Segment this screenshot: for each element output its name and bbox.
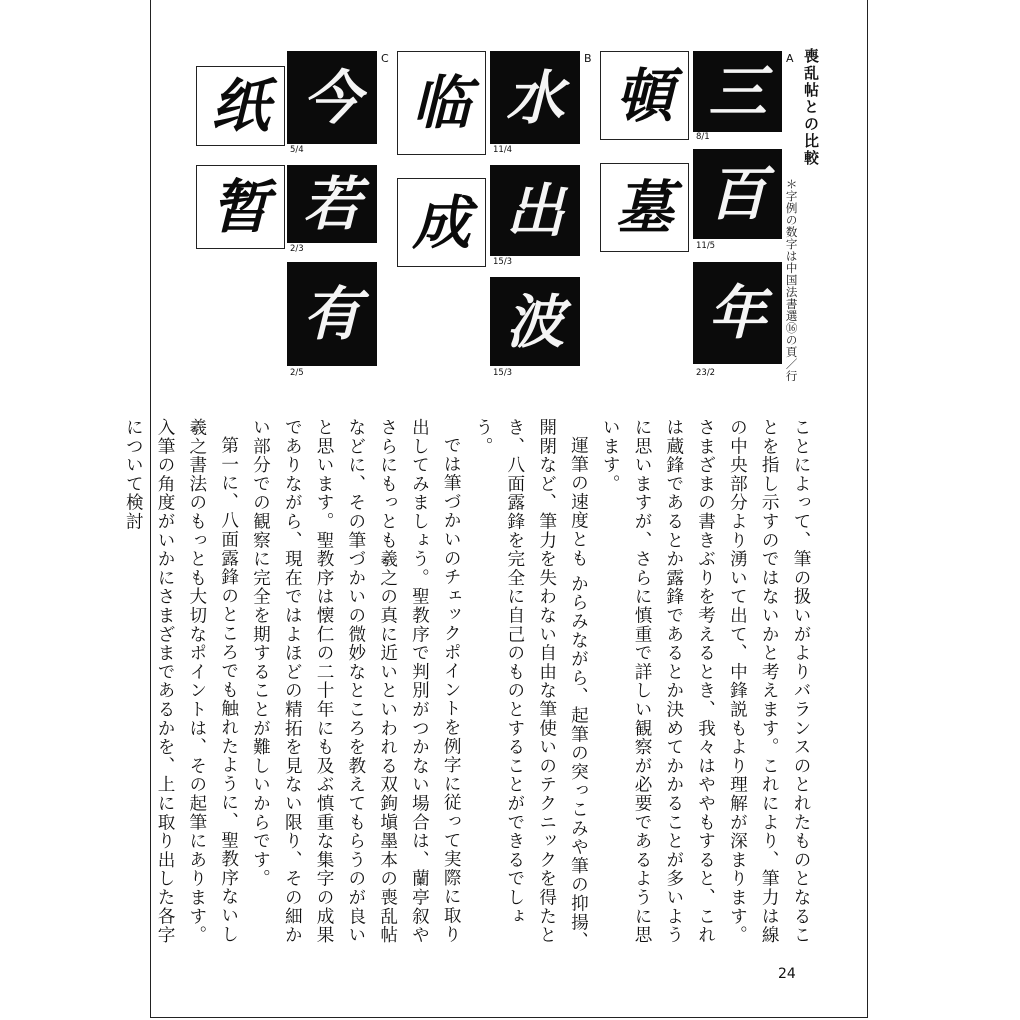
page-line-reference: 15/3 (493, 257, 513, 267)
section-title: 喪乱帖との比較 (802, 48, 820, 167)
page-line-reference: 23/2 (696, 368, 716, 378)
page-line-reference: 11/5 (696, 241, 716, 251)
calligraphy-tile (196, 165, 285, 249)
calligraphy-tile (490, 165, 580, 256)
calligraphy-tile (693, 149, 782, 239)
group-label-a: A (786, 52, 794, 65)
calligraphy-tile (196, 66, 285, 146)
page-line-reference: 2/5 (290, 368, 304, 378)
calligraphy-glyph: 出 (505, 176, 564, 245)
calligraphy-glyph: 三 (708, 57, 767, 126)
calligraphy-glyph: 纸 (211, 72, 270, 140)
calligraphy-glyph: 成 (412, 188, 471, 257)
calligraphy-tile (397, 51, 486, 155)
calligraphy-tile (397, 178, 486, 267)
calligraphy-glyph: 墓 (615, 173, 674, 242)
calligraphy-glyph: 若 (302, 170, 361, 238)
calligraphy-tile (600, 51, 689, 140)
calligraphy-tile (287, 262, 377, 366)
calligraphy-glyph: 波 (505, 287, 564, 356)
calligraphy-tile (693, 51, 782, 132)
paragraph: 第一に、八面露鋒のところでも触れたように、聖教序ないし羲之書法のもっとも大切なポイントは、その起筆にあります。入筆の角度がいかにさまざまであるかを、上に取り出した各字について検討 (123, 418, 239, 945)
calligraphy-glyph: 百 (708, 160, 767, 228)
group-label-c: C (381, 52, 389, 65)
page-line-reference: 2/3 (290, 244, 304, 254)
paragraph: 運筆の速度とも からみながら、起筆の突っこみや筆の抑揚、開閉など、筆力を失わない自由な筆使いのテクニックを得たとき、八面露鋒を完全に自己のものとすることができるでしょう。 (473, 418, 589, 950)
paragraph: ことによって、筆の扱いがよりバランスのとれたものとなることを指し示すのではないかと考えます。これにより、筆力は線の中央部分より湧いて出て、中鋒説もより理解が深まります。さまざまの書きぶりを考えるとき、我々はややもすると、これは蔵鋒であるとか露鋒であるとか決めてかかることが多いように思いますが、さらに慎重で詳しい観察が必要であるように思います。 (600, 418, 811, 945)
calligraphy-glyph: 今 (302, 63, 361, 132)
body-text (123, 418, 816, 958)
calligraphy-glyph: 有 (302, 280, 361, 348)
page-number: 24 (778, 966, 796, 982)
footnote: ＊字例の数字は中国法書選⑯の頁／行 (784, 178, 799, 382)
calligraphy-tile (490, 277, 580, 366)
calligraphy-glyph: 暂 (211, 173, 270, 241)
calligraphy-tile (490, 51, 580, 144)
calligraphy-tile (600, 163, 689, 252)
calligraphy-glyph: 年 (708, 279, 767, 347)
calligraphy-glyph: 頓 (615, 61, 674, 130)
page-line-reference: 8/1 (696, 132, 710, 142)
group-label-b: B (584, 52, 592, 65)
calligraphy-tile (287, 165, 377, 243)
paragraph: では筆づかいのチェックポイントを例字に従って実際に取り出してみましょう。聖教序で判別がつかない場合は、蘭亭叙やさらにもっとも羲之の真に近いといわれる双鉤塡墨本の喪乱帖などに、その筆づかいの微妙なところを教えてもらうのが良いと思います。聖教序は懐仁の二十年にも及ぶ慎重な集字の成果でありながら、現在ではよほどの精拓を見ない限り、その細かい部分での観察に完全を期することが難しいからです。 (250, 418, 462, 945)
calligraphy-glyph: 临 (412, 69, 471, 137)
page-line-reference: 15/3 (493, 368, 513, 378)
calligraphy-tile (287, 51, 377, 144)
page-line-reference: 11/4 (493, 145, 513, 155)
page-line-reference: 5/4 (290, 145, 304, 155)
calligraphy-tile (693, 262, 782, 364)
calligraphy-glyph: 水 (505, 63, 564, 132)
